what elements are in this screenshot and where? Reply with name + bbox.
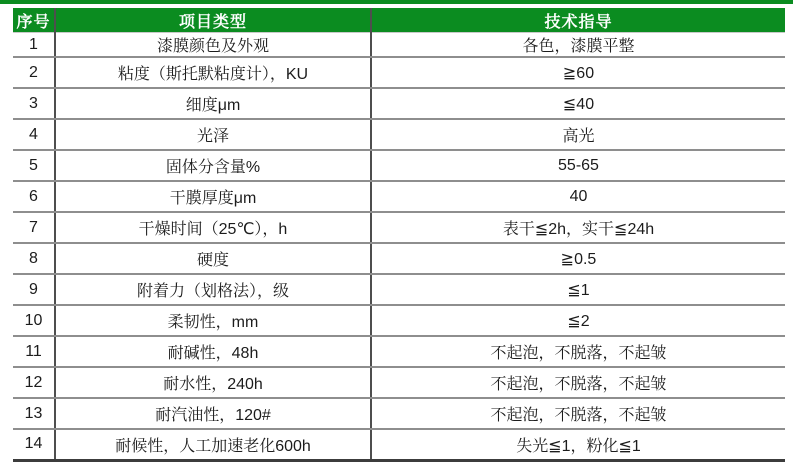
- item-cell: 耐水性，240h: [55, 367, 371, 398]
- spec-cell: ≦2: [371, 305, 785, 336]
- column-header-no: 序号: [13, 8, 55, 33]
- row-number-cell: 6: [13, 181, 55, 212]
- spec-cell: 各色，漆膜平整: [371, 33, 785, 58]
- spec-cell: 高光: [371, 119, 785, 150]
- table-row: [13, 243, 785, 274]
- spec-cell: ≦40: [371, 88, 785, 119]
- row-number-cell: 4: [13, 119, 55, 150]
- spec-cell: ≦1: [371, 274, 785, 305]
- item-cell: 固体分含量%: [55, 150, 371, 181]
- table-row: [13, 57, 785, 88]
- table-header-row: [13, 8, 785, 33]
- item-cell: 耐候性，人工加速老化600h: [55, 429, 371, 460]
- spec-table: [13, 8, 785, 462]
- spec-cell: 40: [371, 181, 785, 212]
- spec-cell: 不起泡，不脱落，不起皱: [371, 367, 785, 398]
- item-cell: 干燥时间（25℃），h: [55, 212, 371, 243]
- table-row: [13, 336, 785, 367]
- item-cell: 光泽: [55, 119, 371, 150]
- item-cell: 干膜厚度μm: [55, 181, 371, 212]
- table-row: [13, 181, 785, 212]
- item-cell: 耐碱性，48h: [55, 336, 371, 367]
- table-row: [13, 305, 785, 336]
- row-number-cell: 5: [13, 150, 55, 181]
- table-body: [13, 33, 785, 461]
- column-header-spec: 技术指导: [371, 8, 785, 33]
- item-cell: 附着力（划格法），级: [55, 274, 371, 305]
- row-number-cell: 12: [13, 367, 55, 398]
- row-number-cell: 13: [13, 398, 55, 429]
- spec-cell: 失光≦1，粉化≦1: [371, 429, 785, 460]
- row-number-cell: 10: [13, 305, 55, 336]
- column-header-item: 项目类型: [55, 8, 371, 33]
- top-accent-bar: [0, 0, 793, 4]
- spec-cell: 表干≦2h，实干≦24h: [371, 212, 785, 243]
- item-cell: 漆膜颜色及外观: [55, 33, 371, 58]
- spec-cell: ≧0.5: [371, 243, 785, 274]
- table-row: [13, 274, 785, 305]
- row-number-cell: 14: [13, 429, 55, 460]
- spec-cell: ≧60: [371, 57, 785, 88]
- table-row: [13, 119, 785, 150]
- table-row: [13, 429, 785, 460]
- spec-cell: 55-65: [371, 150, 785, 181]
- row-number-cell: 3: [13, 88, 55, 119]
- spec-cell: 不起泡，不脱落，不起皱: [371, 336, 785, 367]
- table-row: [13, 212, 785, 243]
- item-cell: 耐汽油性，120#: [55, 398, 371, 429]
- table-row: [13, 367, 785, 398]
- item-cell: 柔韧性，mm: [55, 305, 371, 336]
- item-cell: 硬度: [55, 243, 371, 274]
- table-row: [13, 88, 785, 119]
- table-row: [13, 150, 785, 181]
- item-cell: 细度μm: [55, 88, 371, 119]
- table-row: [13, 398, 785, 429]
- row-number-cell: 2: [13, 57, 55, 88]
- row-number-cell: 9: [13, 274, 55, 305]
- spec-cell: 不起泡，不脱落，不起皱: [371, 398, 785, 429]
- item-cell: 粘度（斯托默粘度计），KU: [55, 57, 371, 88]
- row-number-cell: 7: [13, 212, 55, 243]
- table-row: [13, 33, 785, 58]
- row-number-cell: 8: [13, 243, 55, 274]
- row-number-cell: 1: [13, 33, 55, 58]
- row-number-cell: 11: [13, 336, 55, 367]
